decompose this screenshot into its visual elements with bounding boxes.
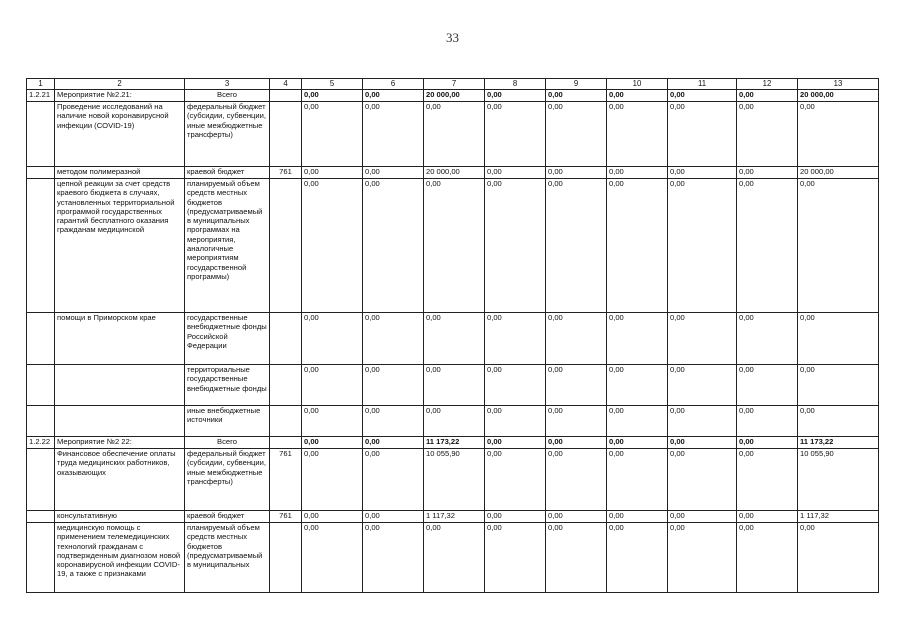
value-cell: 0,00 <box>424 406 485 437</box>
value-cell: 0,00 <box>607 313 668 365</box>
budget-code: 761 <box>270 511 302 523</box>
item-description <box>55 365 185 406</box>
budget-code <box>270 90 302 102</box>
table-row <box>27 437 879 449</box>
value-cell: 0,00 <box>363 523 424 593</box>
value-cell: 20 000,00 <box>798 167 879 179</box>
column-header: 8 <box>485 79 546 90</box>
budget-code <box>270 437 302 449</box>
page-number: 33 <box>446 30 459 45</box>
value-cell: 0,00 <box>607 406 668 437</box>
item-id: 1.2.22 <box>27 437 55 449</box>
value-cell: 0,00 <box>668 511 737 523</box>
value-cell: 0,00 <box>546 102 607 167</box>
value-cell: 0,00 <box>546 313 607 365</box>
funding-source: планируемый объем средств местных бюджетов (предусматриваемый в муниципальных <box>185 523 270 593</box>
value-cell: 11 173,22 <box>424 437 485 449</box>
value-cell: 0,00 <box>737 406 798 437</box>
value-cell: 0,00 <box>607 449 668 511</box>
value-cell: 0,00 <box>668 406 737 437</box>
value-cell: 0,00 <box>485 449 546 511</box>
budget-code <box>270 365 302 406</box>
value-cell: 0,00 <box>607 437 668 449</box>
table-row <box>27 313 879 365</box>
value-cell: 0,00 <box>668 449 737 511</box>
item-description: Проведение исследований на наличие новой коронавирусной инфекции (COVID-19) <box>55 102 185 167</box>
column-header: 12 <box>737 79 798 90</box>
value-cell: 0,00 <box>302 523 363 593</box>
value-cell: 0,00 <box>737 167 798 179</box>
column-header: 1 <box>27 79 55 90</box>
item-description: помощи в Приморском крае <box>55 313 185 365</box>
value-cell: 0,00 <box>607 167 668 179</box>
value-cell: 0,00 <box>668 167 737 179</box>
table-row <box>27 449 879 511</box>
value-cell: 0,00 <box>485 365 546 406</box>
value-cell: 0,00 <box>798 365 879 406</box>
value-cell: 0,00 <box>363 449 424 511</box>
funding-source: иные внебюджетные источники <box>185 406 270 437</box>
value-cell: 0,00 <box>607 90 668 102</box>
value-cell: 0,00 <box>668 313 737 365</box>
value-cell: 0,00 <box>737 102 798 167</box>
value-cell: 0,00 <box>302 449 363 511</box>
budget-code <box>270 179 302 313</box>
value-cell: 0,00 <box>546 90 607 102</box>
column-header: 2 <box>55 79 185 90</box>
funding-source: краевой бюджет <box>185 511 270 523</box>
value-cell: 20 000,00 <box>798 90 879 102</box>
value-cell: 0,00 <box>424 179 485 313</box>
item-description: медицинскую помощь с применением телемедицинских технологий гражданам с подтвержденным диагнозом новой коронавирусной инфекции COVID-19, а также с признаками <box>55 523 185 593</box>
value-cell: 0,00 <box>546 167 607 179</box>
value-cell: 0,00 <box>485 167 546 179</box>
value-cell: 0,00 <box>363 167 424 179</box>
item-description: Финансовое обеспечение оплаты труда медицинских работников, оказывающих <box>55 449 185 511</box>
funding-source: федеральный бюджет (субсидии, субвенции, иные межбюджетные трансферты) <box>185 102 270 167</box>
value-cell: 11 173,22 <box>798 437 879 449</box>
value-cell: 0,00 <box>668 90 737 102</box>
budget-code <box>270 102 302 167</box>
item-description: методом полимеразной <box>55 167 185 179</box>
item-description <box>55 406 185 437</box>
value-cell: 0,00 <box>737 511 798 523</box>
value-cell: 0,00 <box>363 365 424 406</box>
table-row <box>27 365 879 406</box>
value-cell: 0,00 <box>302 437 363 449</box>
value-cell: 0,00 <box>668 365 737 406</box>
value-cell: 0,00 <box>737 365 798 406</box>
value-cell: 0,00 <box>607 523 668 593</box>
column-header: 5 <box>302 79 363 90</box>
funding-source: государственные внебюджетные фонды Российской Федерации <box>185 313 270 365</box>
budget-code: 761 <box>270 167 302 179</box>
value-cell: 0,00 <box>546 406 607 437</box>
item-description: консультативную <box>55 511 185 523</box>
table-row <box>27 102 879 167</box>
value-cell: 0,00 <box>485 511 546 523</box>
value-cell: 0,00 <box>424 313 485 365</box>
value-cell: 0,00 <box>485 313 546 365</box>
value-cell: 0,00 <box>485 437 546 449</box>
value-cell: 0,00 <box>798 102 879 167</box>
value-cell: 0,00 <box>737 437 798 449</box>
value-cell: 0,00 <box>363 313 424 365</box>
column-header: 11 <box>668 79 737 90</box>
table-row <box>27 90 879 102</box>
funding-source: федеральный бюджет (субсидии, субвенции, иные межбюджетные трансферты) <box>185 449 270 511</box>
funding-source: планируемый объем средств местных бюджетов (предусматриваемый в муниципальных программах на мероприятия, аналогичные мероприятиям государственной программы) <box>185 179 270 313</box>
funding-source: Всего <box>185 90 270 102</box>
value-cell: 0,00 <box>798 313 879 365</box>
column-header: 10 <box>607 79 668 90</box>
value-cell: 0,00 <box>668 102 737 167</box>
value-cell: 0,00 <box>363 102 424 167</box>
value-cell: 0,00 <box>302 102 363 167</box>
value-cell: 0,00 <box>302 313 363 365</box>
value-cell: 0,00 <box>668 523 737 593</box>
value-cell: 0,00 <box>363 179 424 313</box>
value-cell: 0,00 <box>546 179 607 313</box>
value-cell: 0,00 <box>668 437 737 449</box>
funding-source: краевой бюджет <box>185 167 270 179</box>
funding-source: Всего <box>185 437 270 449</box>
budget-code: 761 <box>270 449 302 511</box>
value-cell: 0,00 <box>485 179 546 313</box>
value-cell: 0,00 <box>737 449 798 511</box>
column-header: 4 <box>270 79 302 90</box>
value-cell: 0,00 <box>546 523 607 593</box>
table-row <box>27 511 879 523</box>
item-description: цепной реакции за счет средств краевого бюджета в случаях, установленных территориальной программой государственных гарантий бесплатного оказания гражданам медицинской <box>55 179 185 313</box>
value-cell: 0,00 <box>424 102 485 167</box>
value-cell: 20 000,00 <box>424 167 485 179</box>
value-cell: 0,00 <box>302 406 363 437</box>
column-header: 13 <box>798 79 879 90</box>
item-id: 1.2.21 <box>27 90 55 102</box>
value-cell: 0,00 <box>302 511 363 523</box>
value-cell: 0,00 <box>798 406 879 437</box>
value-cell: 0,00 <box>363 90 424 102</box>
value-cell: 1 117,32 <box>798 511 879 523</box>
value-cell: 1 117,32 <box>424 511 485 523</box>
item-description: Мероприятие №2 22: <box>55 437 185 449</box>
table-row <box>27 167 879 179</box>
table-row <box>27 406 879 437</box>
value-cell: 0,00 <box>607 179 668 313</box>
value-cell: 0,00 <box>424 523 485 593</box>
value-cell: 0,00 <box>607 365 668 406</box>
column-header: 7 <box>424 79 485 90</box>
value-cell: 0,00 <box>546 511 607 523</box>
item-description: Мероприятие №2.21: <box>55 90 185 102</box>
value-cell: 0,00 <box>668 179 737 313</box>
value-cell: 0,00 <box>546 365 607 406</box>
value-cell: 0,00 <box>302 167 363 179</box>
value-cell: 0,00 <box>546 449 607 511</box>
value-cell: 0,00 <box>798 523 879 593</box>
value-cell: 0,00 <box>302 365 363 406</box>
value-cell: 0,00 <box>302 179 363 313</box>
value-cell: 10 055,90 <box>798 449 879 511</box>
column-header: 6 <box>363 79 424 90</box>
value-cell: 0,00 <box>607 102 668 167</box>
value-cell: 0,00 <box>485 406 546 437</box>
value-cell: 20 000,00 <box>424 90 485 102</box>
value-cell: 0,00 <box>485 102 546 167</box>
budget-code <box>270 406 302 437</box>
value-cell: 10 055,90 <box>424 449 485 511</box>
budget-code <box>270 313 302 365</box>
value-cell: 0,00 <box>363 437 424 449</box>
value-cell: 0,00 <box>424 365 485 406</box>
value-cell: 0,00 <box>737 90 798 102</box>
value-cell: 0,00 <box>546 437 607 449</box>
value-cell: 0,00 <box>798 179 879 313</box>
budget-table <box>26 78 879 593</box>
value-cell: 0,00 <box>485 523 546 593</box>
table-row <box>27 523 879 593</box>
column-header: 9 <box>546 79 607 90</box>
value-cell: 0,00 <box>607 511 668 523</box>
value-cell: 0,00 <box>363 406 424 437</box>
value-cell: 0,00 <box>737 313 798 365</box>
value-cell: 0,00 <box>737 523 798 593</box>
header-row <box>27 79 879 90</box>
value-cell: 0,00 <box>485 90 546 102</box>
value-cell: 0,00 <box>363 511 424 523</box>
column-header: 3 <box>185 79 270 90</box>
table-row <box>27 179 879 313</box>
value-cell: 0,00 <box>302 90 363 102</box>
funding-source: территориальные государственные внебюджетные фонды <box>185 365 270 406</box>
value-cell: 0,00 <box>737 179 798 313</box>
budget-code <box>270 523 302 593</box>
